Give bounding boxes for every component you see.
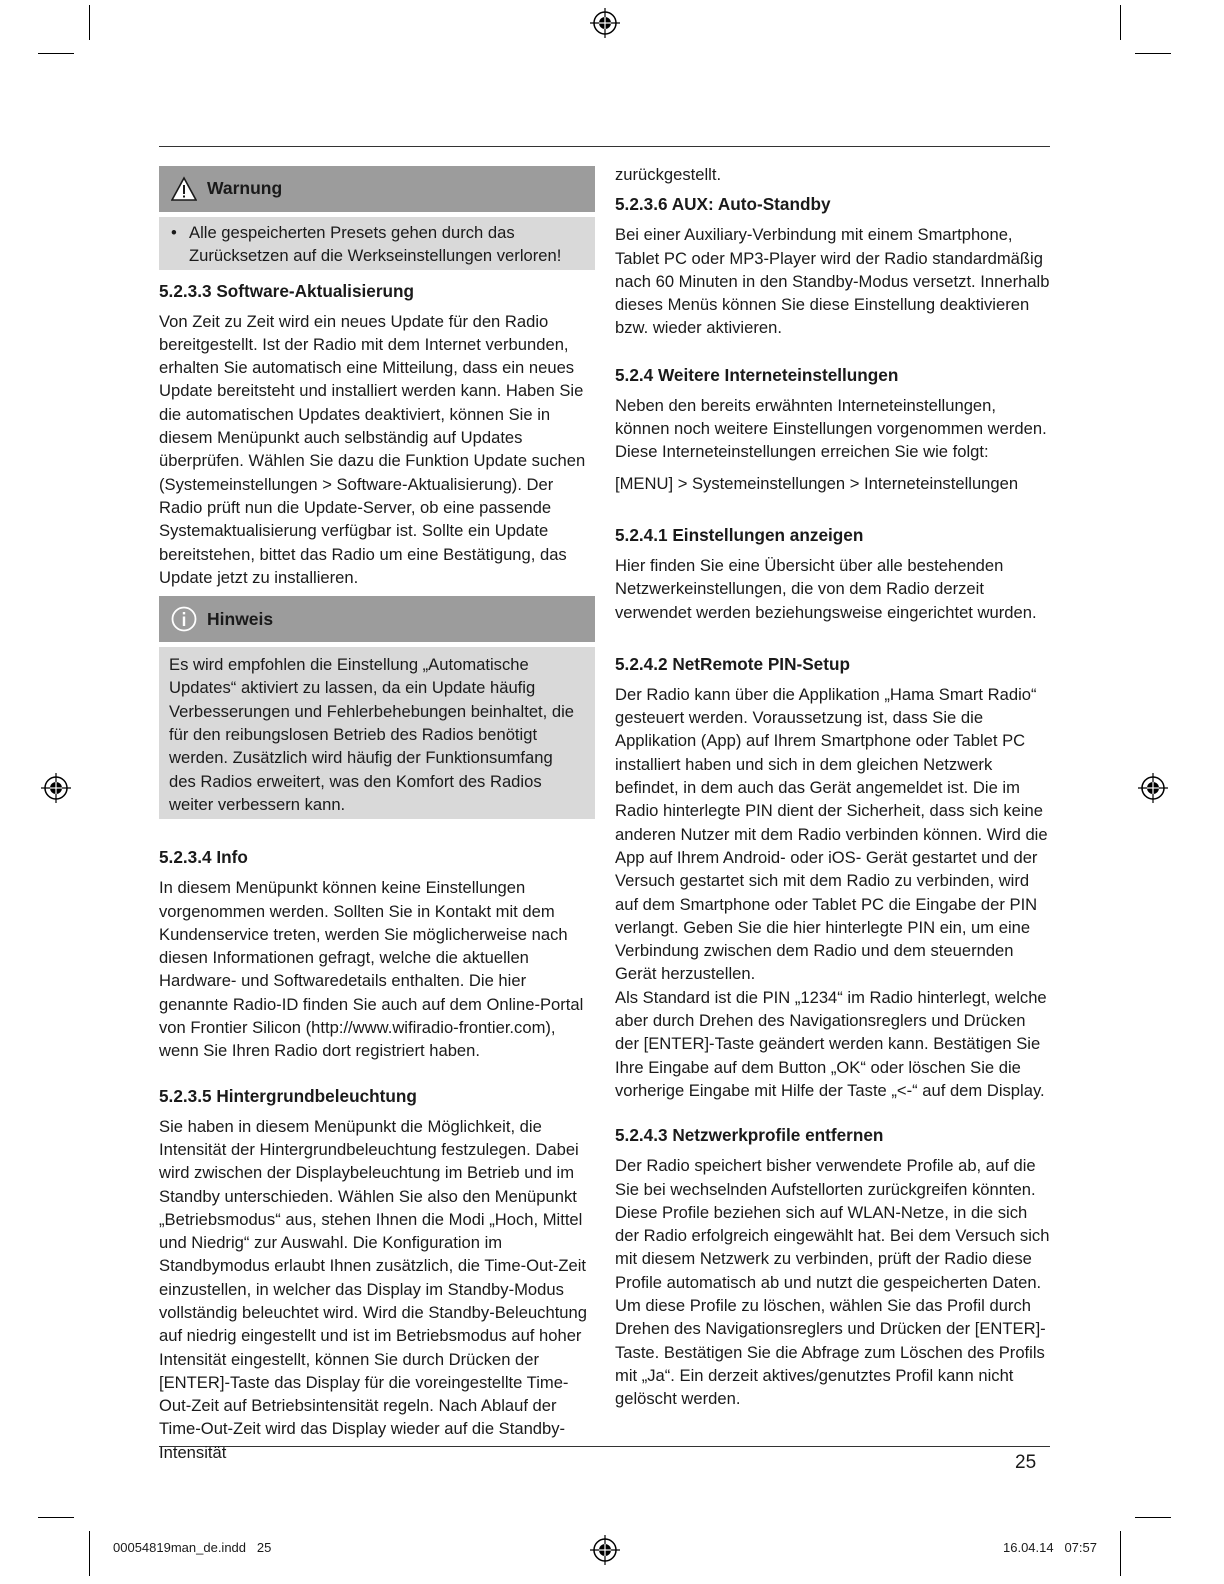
hint-title: Hinweis	[207, 608, 274, 629]
header-rule	[159, 146, 1050, 147]
crop-mark	[89, 1531, 90, 1576]
left-column	[159, 166, 595, 1464]
hint-box	[159, 596, 595, 819]
hint-text: Es wird empfohlen die Einstellung „Automatische Updates“ aktiviert zu lassen, da ein Update häufig Verbesserungen und Fehlerbehebungen beinhaltet, die für den reibungslosen Betrieb des Radios benötigt werden. Zusätzlich wird häufig der Funktionsumfang des Radios erweitert, was den Komfort des Radios weiter verbessern kann.	[169, 655, 575, 814]
right-column	[615, 163, 1051, 1410]
bullet-dot: •	[171, 223, 177, 242]
crop-mark	[38, 1517, 74, 1518]
warning-header	[159, 166, 595, 212]
section-text: In diesem Menüpunkt können keine Einstellungen vorgenommen werden. Sollten Sie in Kontakt mit dem Kundenservice treten, werden Sie möglicherweise nach diesen Informationen gefragt, welche die aktuellen Hardware- und Softwaredetails enthalten. Die hier genannte Radio-ID finden Sie auch auf dem Online-Portal von Frontier Silicon (http://www.wifiradio-frontier.com), wenn Sie Ihren Radio dort registriert haben.	[159, 878, 584, 1061]
registration-mark-icon	[590, 8, 620, 38]
warning-box	[159, 166, 595, 270]
section-heading: 5.2.3.3 Software-Aktualisierung	[159, 280, 415, 301]
section-text: Von Zeit zu Zeit wird ein neues Update für den Radio bereitgestellt. Ist der Radio mit dem Internet verbunden, erhalten Sie automatisch eine Mitteilung, dass ein neues Update bereitsteht und installiert werden kann. Haben Sie die automatischen Updates deaktiviert, können Sie in diesem Menüpunkt auch selbständig auf Updates überprüfen. Wählen Sie dazu die Funktion Update suchen (Systemeinstellungen > Software-Aktualisierung). Der Radio prüft nun die Update-Server, ob eine passende Systemaktualisierung verfügbar ist. Sollte ein Update bereitstehen, bittet das Radio um eine Bestätigung, das Update jetzt zu installieren.	[159, 311, 586, 587]
menu-path: [MENU] > Systemeinstellungen > Interneteinstellungen	[615, 473, 1019, 493]
section-heading: 5.2.3.5 Hintergrundbeleuchtung	[159, 1085, 417, 1106]
footer-file: 00054819man_de.indd 25	[113, 1540, 272, 1555]
hint-header	[159, 596, 595, 642]
warning-body	[159, 217, 595, 270]
hint-body	[159, 647, 595, 819]
crop-mark	[1135, 53, 1171, 54]
crop-mark	[1135, 1517, 1171, 1518]
warning-bullet	[169, 221, 585, 268]
section-heading: 5.2.3.4 Info	[159, 847, 248, 868]
section-heading: 5.2.4.1 Einstellungen anzeigen	[615, 524, 864, 545]
registration-mark-icon	[590, 1535, 620, 1565]
page-number: 25	[1015, 1452, 1037, 1473]
section-text: Der Radio speichert bisher verwendete Profile ab, auf die Sie bei wechselnden Aufstellorten zurückgreifen könnten. Diese Profile beziehen sich auf WLAN-Netze, in die sich der Radio erfolgreich eingewählt hat. Bei dem Versuch sich mit diesem Netzwerk zu verbinden, prüft der Radio diese Profile automatisch ab und nutzt die gespeicherten Daten. Um diese Profile zu löschen, wählen Sie das Profil durch Drehen des Navigationsreglers und Drücken der [ENTER]-Taste. Bestätigen Sie die Abfrage zum Löschen des Profils mit „Ja“. Ein derzeit aktives/genutztes Profil kann nicht gelöscht werden.	[615, 1156, 1050, 1409]
info-icon	[171, 606, 197, 632]
registration-mark-icon	[41, 773, 71, 803]
section-text: Hier finden Sie eine Übersicht über alle bestehenden Netzwerkeinstellungen, die von dem Radio derzeit verwendet werden beziehungsweise eingerichtet wurden.	[615, 555, 1037, 622]
footer-date: 16.04.14 07:57	[1003, 1540, 1097, 1555]
section-text: Bei einer Auxiliary-Verbindung mit einem Smartphone, Tablet PC oder MP3-Player wird der Radio standardmäßig nach 60 Minuten in den Standby-Modus versetzt. Innerhalb dieses Menüs können Sie diese Einstellung deaktivieren bzw. wieder aktivieren.	[615, 225, 1050, 338]
section-text: Der Radio kann über die Applikation „Hama Smart Radio“ gesteuert werden. Voraussetzung ist, dass Sie die Applikation (App) auf Ihrem Smartphone oder Tablet PC installiert haben und sich in dem gleichen Netzwerk befindet, in dem auch das Gerät angemeldet ist. Die im Radio hinterlegte PIN dient der Sicherheit, dass sich keine anderen Nutzer mit dem Radio verbinden können. Wird die App auf Ihrem Android- oder iOS- Gerät gestartet und der Versuch gestartet sich mit dem Radio zu verbinden, wird auf dem Smartphone oder Tablet PC die Eingabe der PIN verlangt. Geben Sie die hier hinterlegte PIN ein, um eine Verbindung zwischen dem Radio und dem steuernden Gerät herzustellen.	[615, 684, 1048, 984]
registration-mark-icon	[1138, 773, 1168, 803]
warning-icon	[171, 176, 197, 202]
warning-text: Alle gespeicherten Presets gehen durch das Zurücksetzen auf die Werkseinstellungen verloren!	[189, 223, 562, 266]
section-text: Neben den bereits erwähnten Interneteinstellungen, können noch weitere Einstellungen vorgenommen werden. Diese Interneteinstellungen erreichen Sie wie folgt:	[615, 395, 1047, 462]
crop-mark	[38, 53, 74, 54]
section-heading: 5.2.4.2 NetRemote PIN-Setup	[615, 653, 850, 674]
continuation-text: zurückgestellt.	[615, 165, 722, 184]
section-text: Als Standard ist die PIN „1234“ im Radio hinterlegt, welche aber durch Drehen des Navigationsreglers und Drücken der [ENTER]-Taste geändert werden kann. Bestätigen Sie Ihre Eingabe auf dem Button „OK“ oder löschen Sie die vorherige Eingabe mit Hilfe der Taste „<-“ auf dem Display.	[615, 987, 1047, 1100]
section-heading: 5.2.4.3 Netzwerkprofile entfernen	[615, 1125, 884, 1146]
crop-mark	[1120, 1531, 1121, 1576]
section-heading: 5.2.4 Weitere Interneteinstellungen	[615, 364, 899, 385]
section-text: Sie haben in diesem Menüpunkt die Möglichkeit, die Intensität der Hintergrundbeleuchtung festzulegen. Dabei wird zwischen der Displaybeleuchtung im Betrieb und im Standby unterschieden. Wählen Sie also den Menüpunkt „Betriebsmodus“ aus, stehen Ihnen die Modi „Hoch, Mittel und Niedrig“ zur Auswahl. Die Konfiguration im Standbymodus erlaubt Ihnen zusätzlich, die Time-Out-Zeit einzustellen, in welcher das Display im Standby-Modus vollständig beleuchtet wird. Wird die Standby-Beleuchtung auf niedrig eingestellt und ist im Betriebsmodus auf hoher Intensität eingestellt, können Sie durch Drücken der [ENTER]-Taste das Display für die voreingestellte Time-Out-Zeit auf Betriebsintensität regeln. Nach Ablauf der Time-Out-Zeit wird das Display wieder auf die Standby-Intensität	[159, 1116, 587, 1462]
warning-title: Warnung	[207, 178, 283, 199]
crop-mark	[89, 5, 90, 40]
crop-mark	[1120, 5, 1121, 40]
section-heading: 5.2.3.6 AUX: Auto-Standby	[615, 194, 831, 215]
